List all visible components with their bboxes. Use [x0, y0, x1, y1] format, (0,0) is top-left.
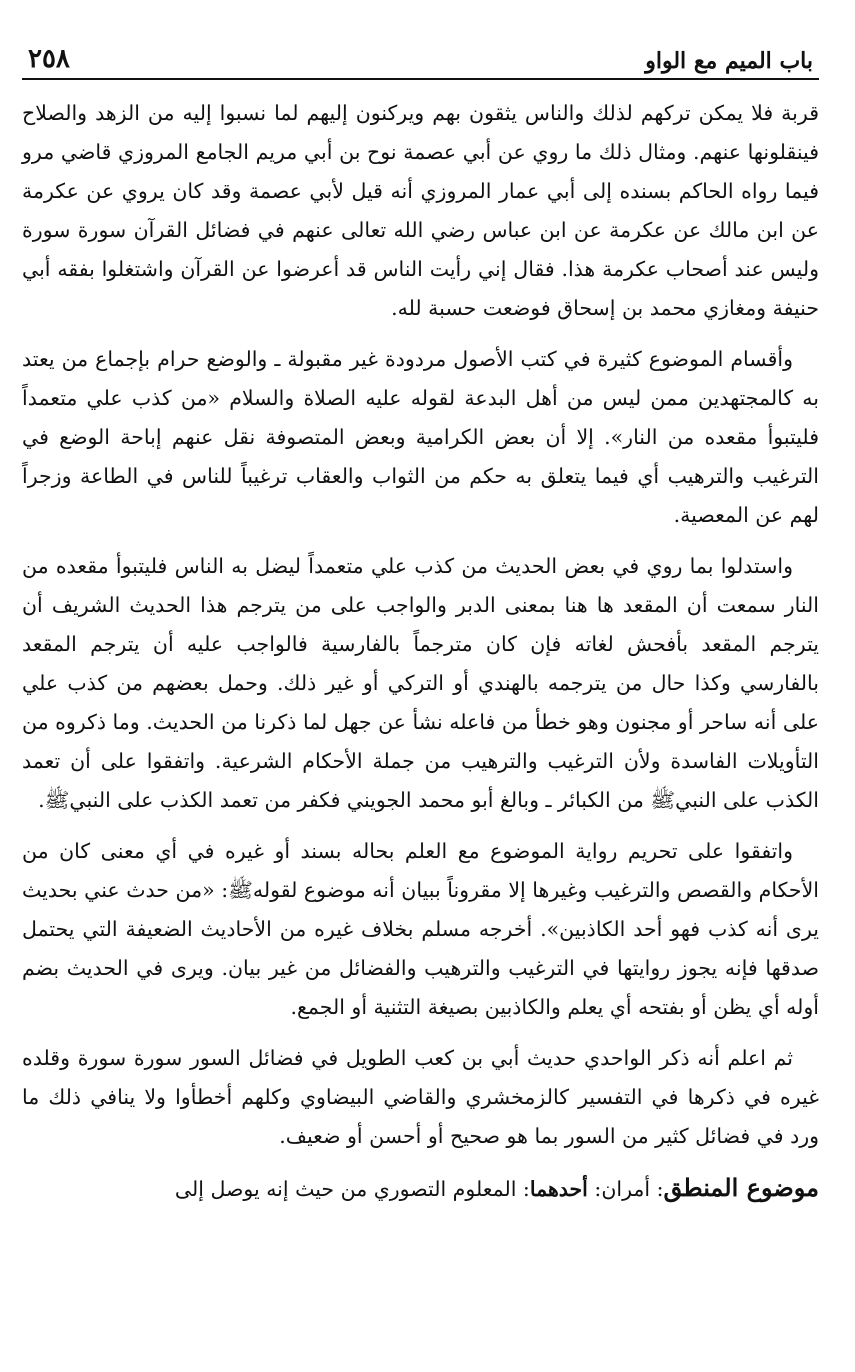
paragraph-6 [22, 1168, 819, 1209]
entry-text-2: : المعلوم التصوري من حيث إنه يوصل إلى [174, 1177, 530, 1201]
paragraph-4: واتفقوا على تحريم رواية الموضوع مع العلم بحاله بسند أو غيره في أي معنى كان من الأحكام والقصص والترغيب وغيرها إلا مقروناً ببيان أنه موضوع لقولهﷺ: «من حدث عني بحديث يرى أنه كذب فهو أحد الكاذبين». أخرجه مسلم بخلاف غيره من الأحاديث الضعيفة التي يحتمل صدقها فإنه يجوز روايتها في الترغيب والترهيب والفضائل من غير بيان. ويرى في الحديث بضم أوله أي يظن أو بفتحه أي يعلم والكاذبين بصيغة التثنية أو الجمع. [22, 839, 819, 1019]
page-body [22, 94, 819, 1209]
page-number: ٢٥٨ [28, 44, 70, 74]
paragraph-1: قربة فلا يمكن تركهم لذلك والناس يثقون بهم ويركنون إليهم لما نسبوا إليه من الزهد والصلاح فينقلونها عنهم. ومثال ذلك ما روي عن أبي عصمة نوح بن أبي مريم الجامع المروزي قاضي مرو فيما رواه الحاكم بسنده إلى أبي عمار المروزي أنه قيل لأبي عصمة وقد كان يروي عن عكرمة عن ابن مالك عن عكرمة عن ابن عباس رضي الله تعالى عنهم في فضائل القرآن سورة سورة وليس عند أصحاب عكرمة هذا. فقال إني رأيت الناس قد أعرضوا عن القرآن واشتغلوا بفقه أبي حنيفة ومغازي محمد بن إسحاق فوضعت حسبة لله. [22, 101, 819, 320]
entry-bold-word: أحدهما [529, 1177, 588, 1201]
entry-term: موضوع المنطق [663, 1173, 819, 1202]
entry-text-1: : أمران: [587, 1177, 664, 1201]
paragraph-5: ثم اعلم أنه ذكر الواحدي حديث أبي بن كعب الطويل في فضائل السور سورة سورة وقلده غيره في ذكرها في التفسير كالزمخشري والقاضي البيضاوي وكلهم أخطأوا ولا ينافي ذلك ما ورد في فضائل كثير من السور بما هو صحيح أو أحسن أو ضعيف. [22, 1046, 819, 1148]
paragraph-2: وأقسام الموضوع كثيرة في كتب الأصول مردودة غير مقبولة ـ والوضع حرام بإجماع من يعتد به كالمجتهدين ممن ليس من أهل البدعة لقوله عليه الصلاة والسلام «من كذب علي متعمداً فليتبوأ مقعده من النار». إلا أن بعض الكرامية وبعض المتصوفة نقل عنهم إباحة الوضع في الترغيب والترهيب أي فيما يتعلق به حكم من الثواب والعقاب ترغيباً للناس في الطاعة وزجراً لهم عن المعصية. [22, 347, 819, 527]
running-title: باب الميم مع الواو [645, 48, 813, 74]
page-header [22, 36, 819, 80]
paragraph-3: واستدلوا بما روي في بعض الحديث من كذب علي متعمداً ليضل به الناس فليتبوأ مقعده من النار سمعت أن المقعد ها هنا بمعنى الدبر والواجب على من يترجم هذا الحديث الشريف أن يترجم المقعد بأفحش لغاته فإن كان مترجماً بالفارسية فالواجب عليه أن يترجم المقعد بالفارسي وكذا حال من يترجمه بالهندي أو التركي أو غير ذلك. وحمل بعضهم من كذب علي على أنه ساحر أو مجنون وهو خطأ من فاعله نشأ عن جهل لما ذكرنا من الحديث. وما ذكروه من التأويلات الفاسدة ولأن الترغيب والترهيب من جملة الأحكام الشرعية. واتفقوا على أن تعمد الكذب على النبيﷺ من الكبائر ـ وبالغ أبو محمد الجويني فكفر من تعمد الكذب على النبيﷺ. [22, 554, 819, 812]
